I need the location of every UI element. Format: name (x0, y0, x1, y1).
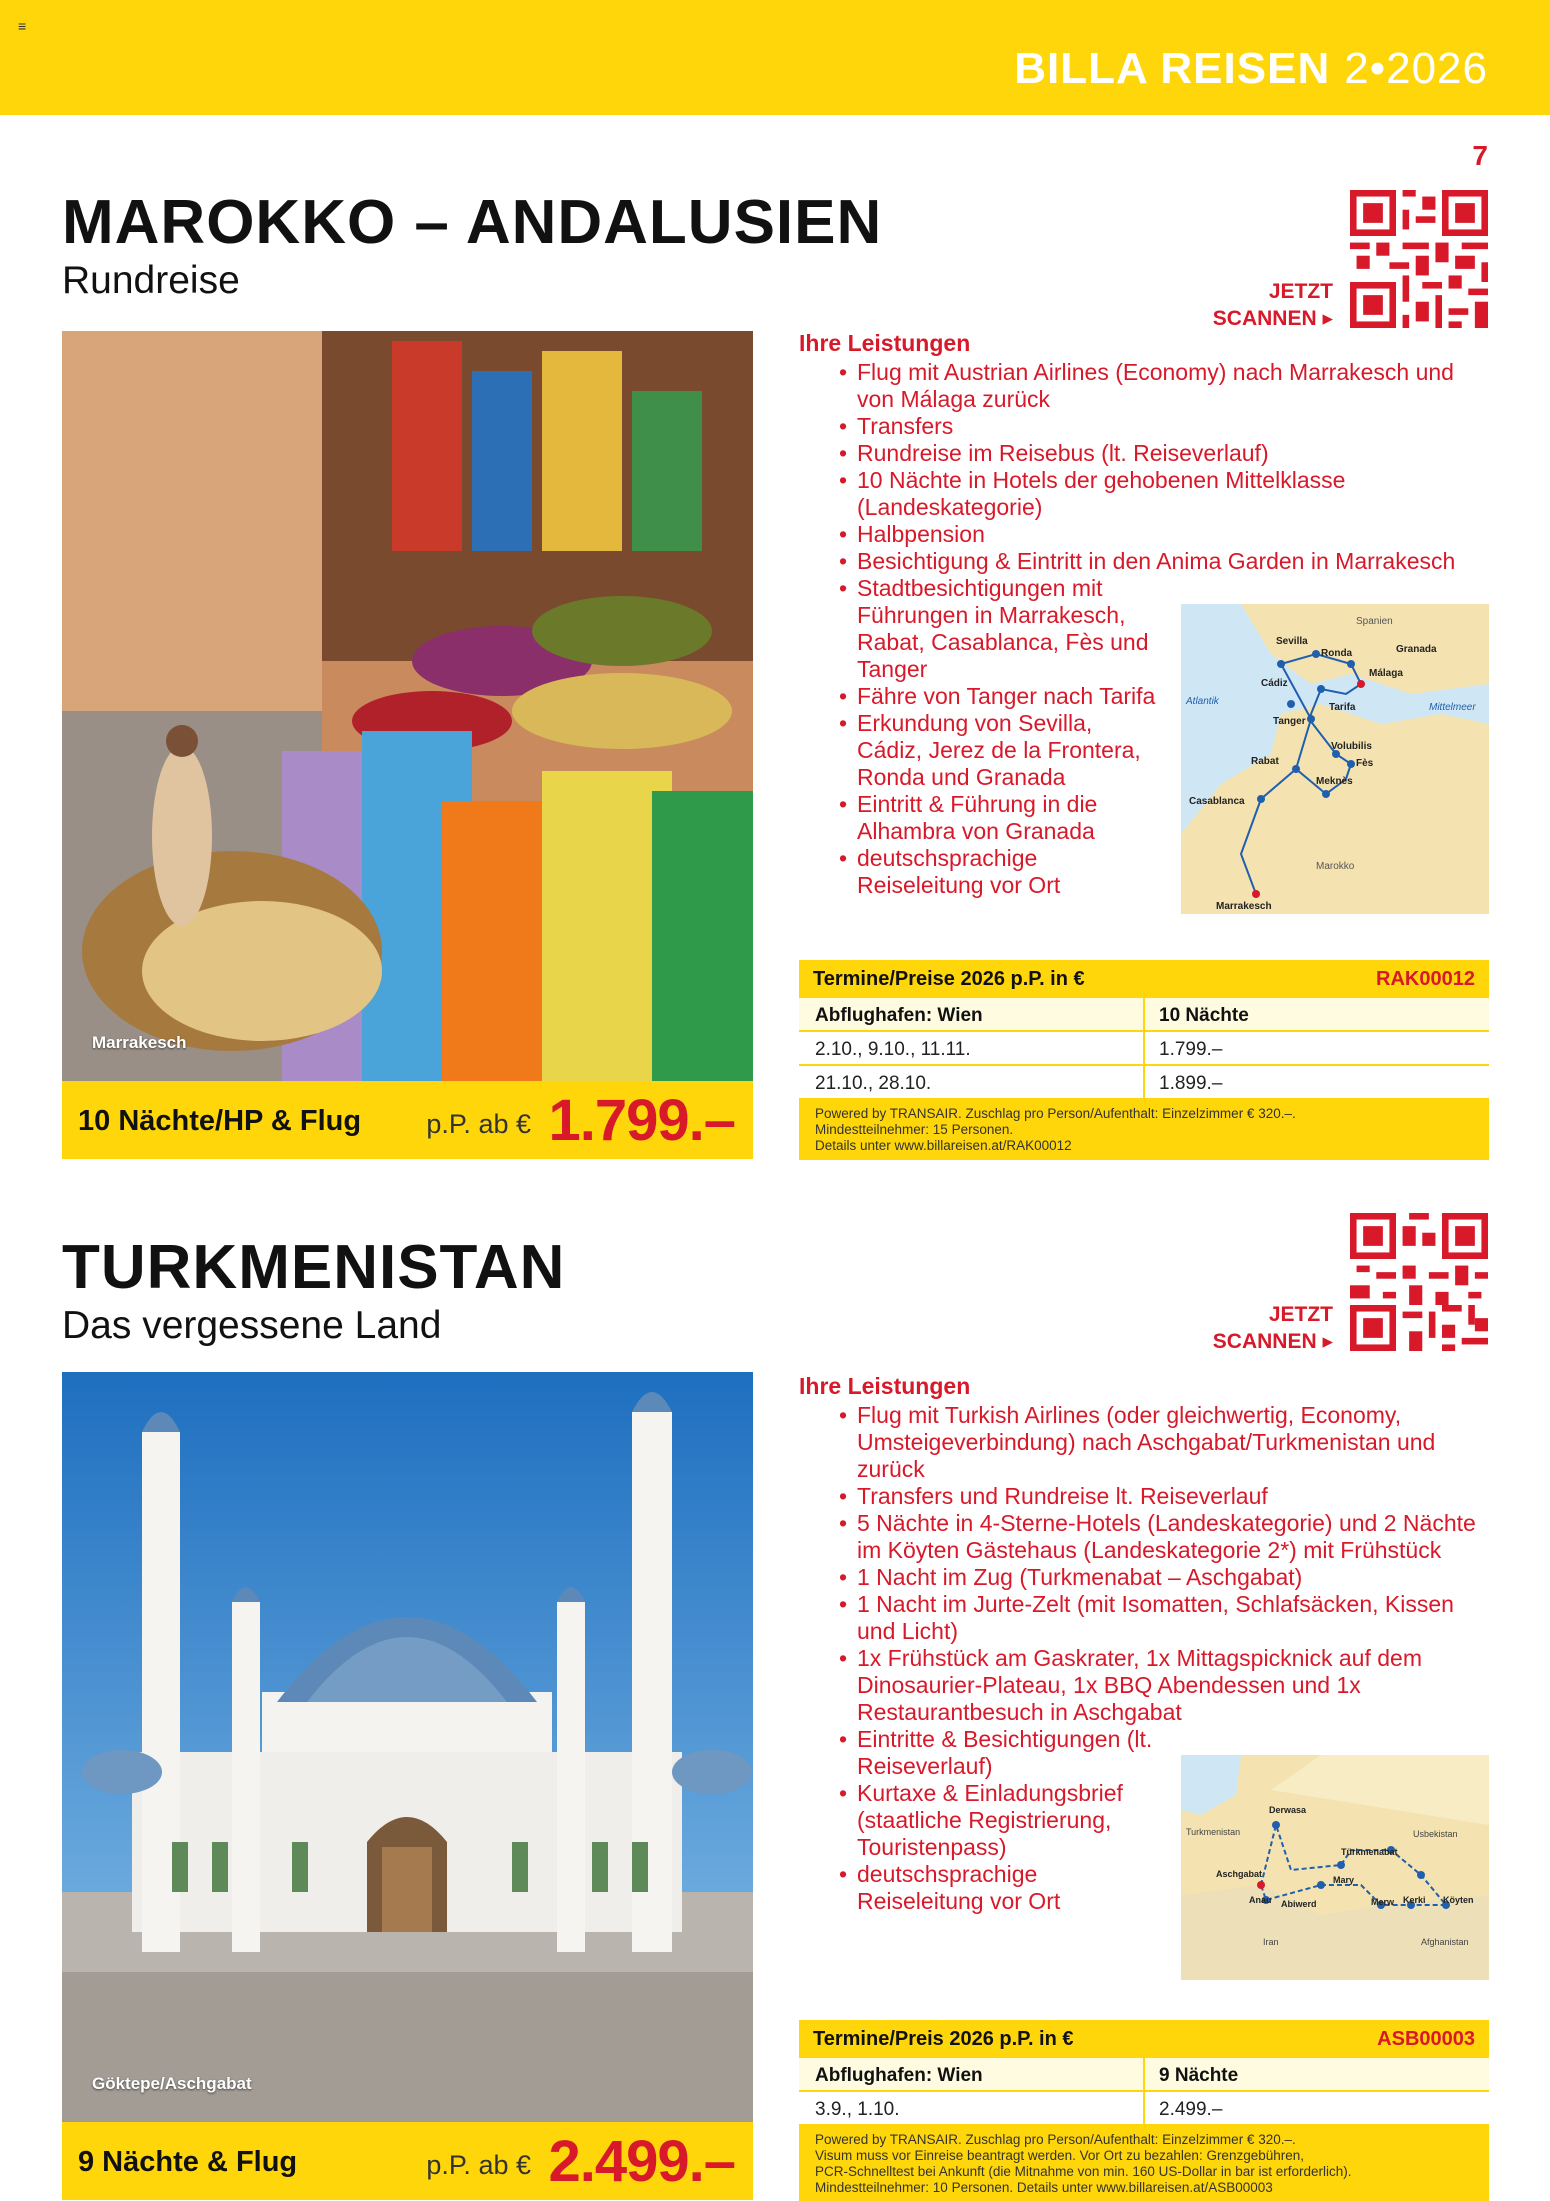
service-item: • Transfers und Rundreise lt. Reiseverlauf (837, 1483, 1489, 1510)
map-label: Abiwerd (1281, 1899, 1317, 1909)
note-line: Mindestteilnehmer: 15 Personen. (815, 1122, 1014, 1137)
service-item: • Rundreise im Reisebus (lt. Reiseverlauf) (837, 440, 1489, 467)
service-item: • deutschsprachige Reiseleitung vor Ort (837, 845, 1157, 899)
map-label: Anau (1249, 1895, 1272, 1905)
map-label: Usbekistan (1413, 1829, 1458, 1839)
scan-line1: JETZT (1268, 1303, 1333, 1326)
row-price: 2.499.– (1159, 2099, 1223, 2120)
map-label: Atlantik (1186, 696, 1219, 707)
map-label: Málaga (1369, 668, 1403, 679)
offer-title: TURKMENISTAN (62, 1233, 566, 1302)
scan-label[interactable] (1213, 1301, 1333, 1356)
map-label: Afghanistan (1421, 1937, 1469, 1947)
map-label: Mary (1333, 1875, 1355, 1885)
col-nights: 10 Nächte (1159, 1005, 1249, 1026)
map-label: Tanger (1273, 716, 1306, 727)
qr-code-icon[interactable] (1350, 1213, 1488, 1351)
table-column-headers (799, 2058, 1489, 2092)
service-item: • 1 Nacht im Jurte-Zelt (mit Isomatten, Schlafsäcken, Kissen und Licht) (837, 1591, 1489, 1645)
scan-label[interactable] (1213, 278, 1333, 333)
map-label: Fès (1356, 758, 1374, 769)
offer-subtitle: Rundreise (62, 259, 240, 303)
offer-code[interactable]: ASB00003 (1377, 2028, 1475, 2050)
service-item: • Transfers (837, 413, 1489, 440)
offer-title: MAROKKO – ANDALUSIEN (62, 188, 883, 257)
photo-marrakesch (62, 331, 753, 1081)
services-heading: Ihre Leistungen (799, 1373, 971, 1399)
page-number: 7 (1472, 140, 1488, 171)
service-item: • Besichtigung & Eintritt in den Anima Garden in Marrakesch (837, 548, 1489, 575)
table-notes (799, 2126, 1489, 2201)
mosque-illustration (62, 1372, 753, 2122)
map-label: Volubilis (1331, 741, 1372, 752)
map-label: Meknès (1316, 776, 1353, 787)
map-label: Cádiz (1261, 678, 1288, 689)
price-label: 10 Nächte/HP & Flug (78, 1105, 362, 1137)
table-title: Termine/Preise 2026 p.P. in € (813, 968, 1085, 990)
table-row (799, 2092, 1489, 2126)
note-line: Powered by TRANSAIR. Zuschlag pro Person/Aufenthalt: Einzelzimmer € 320.–. (815, 2132, 1296, 2147)
table-column-headers (799, 998, 1489, 1032)
map-label: Köyten (1443, 1895, 1474, 1905)
brand-title (1014, 44, 1488, 94)
row-dates: 3.9., 1.10. (815, 2099, 900, 2120)
menu-icon[interactable]: ≡ (18, 18, 27, 34)
table-header (799, 960, 1489, 998)
map-label: Spanien (1356, 616, 1393, 627)
map-label: Tarifa (1329, 702, 1356, 713)
service-item: • 1x Frühstück am Gaskrater, 1x Mittagspicknick auf dem Dinosaurier-Plateau, 1x BBQ Abendessen und 1x Restaurantbesuch in Aschgabat (837, 1645, 1489, 1726)
offer-subtitle: Das vergessene Land (62, 1304, 442, 1348)
service-item: • Kurtaxe & Einladungsbrief (staatliche Registrierung, Touristenpass) (837, 1780, 1157, 1861)
service-item: • 5 Nächte in 4-Sterne-Hotels (Landeskategorie) und 2 Nächte im Köyten Gästehaus (Landeskategorie 2*) mit Frühstück (837, 1510, 1489, 1564)
scan-line1: JETZT (1268, 280, 1333, 303)
qr-scan-block[interactable] (1188, 1213, 1488, 1363)
note-line: Visum muss vor Einreise beantragt werden. Vor Ort zu bezahlen: Grenzgebühren, (815, 2148, 1305, 2163)
qr-code-icon[interactable] (1350, 190, 1488, 328)
service-item: • Fähre von Tanger nach Tarifa (837, 683, 1157, 710)
header-bar (0, 0, 1550, 115)
service-item: • Halbpension (837, 521, 1489, 548)
table-header (799, 2020, 1489, 2058)
photo-goktepe (62, 1372, 753, 2122)
col-airport: Abflughafen: Wien (815, 1005, 983, 1026)
offer-code[interactable]: RAK00012 (1376, 968, 1475, 990)
price-amount: 2.499.– (548, 2129, 735, 2194)
map-label: Türkmenabat (1341, 1847, 1398, 1857)
map-label: Casablanca (1189, 796, 1245, 807)
service-item: • Eintritt & Führung in die Alhambra von Granada (837, 791, 1157, 845)
price-table (799, 960, 1489, 1160)
map-label: Rabat (1251, 756, 1279, 767)
service-item: • Flug mit Turkish Airlines (oder gleichwertig, Economy, Umsteigeverbindung) nach Aschgabat/Turkmenistan und zurück (837, 1402, 1489, 1483)
note-line[interactable]: Details unter www.billareisen.at/RAK00012 (815, 1138, 1072, 1153)
table-row (799, 1032, 1489, 1066)
offer-turkmenistan (62, 1235, 1488, 2201)
photo-caption: Göktepe/Aschgabat (92, 2074, 252, 2093)
price-amount: 1.799.– (548, 1088, 735, 1153)
col-airport: Abflughafen: Wien (815, 2065, 983, 2086)
price-table (799, 2020, 1489, 2201)
row-price: 1.799.– (1159, 1039, 1223, 1060)
issue-number: 2•2026 (1344, 44, 1488, 93)
map-label: Mittelmeer (1429, 702, 1476, 713)
note-line[interactable]: Mindestteilnehmer: 10 Personen. Details unter www.billareisen.at/ASB00003 (815, 2180, 1273, 2195)
map-label: Granada (1396, 644, 1437, 655)
map-label: Turkmenistan (1186, 1827, 1241, 1837)
service-item: • 10 Nächte in Hotels der gehobenen Mittelklasse (Landeskategorie) (837, 467, 1489, 521)
map-label: Derwasa (1269, 1805, 1307, 1815)
brand-name: BILLA REISEN (1014, 44, 1331, 93)
map-label: Marokko (1316, 861, 1355, 872)
offer-marokko (62, 190, 1488, 1190)
price-prefix: p.P. ab € (426, 1109, 531, 1139)
price-prefix: p.P. ab € (426, 2150, 531, 2180)
scan-line2: SCANNEN ▸ (1212, 1330, 1333, 1354)
price-strip (62, 2122, 753, 2200)
price-strip (62, 1081, 753, 1159)
map-label: Marrakesch (1216, 901, 1272, 912)
row-dates: 21.10., 28.10. (815, 1073, 932, 1094)
service-item: • deutschsprachige Reiseleitung vor Ort (837, 1861, 1157, 1915)
services-heading: Ihre Leistungen (799, 330, 971, 356)
service-item: • 1 Nacht im Zug (Turkmenabat – Aschgabat) (837, 1564, 1489, 1591)
map-label: Aschgabat (1216, 1869, 1263, 1879)
map-label: Kerki (1403, 1895, 1426, 1905)
scan-line2: SCANNEN ▸ (1212, 307, 1333, 331)
row-price: 1.899.– (1159, 1073, 1223, 1094)
photo-caption: Marrakesch (92, 1033, 187, 1052)
table-title: Termine/Preis 2026 p.P. in € (813, 2028, 1074, 2050)
souk-illustration (62, 331, 753, 1081)
table-row (799, 1066, 1489, 1100)
route-map-marokko (1181, 604, 1489, 914)
qr-scan-block[interactable] (1188, 190, 1488, 340)
map-label: Merw (1371, 1897, 1395, 1907)
row-dates: 2.10., 9.10., 11.11. (815, 1039, 971, 1060)
note-line: Powered by TRANSAIR. Zuschlag pro Person/Aufenthalt: Einzelzimmer € 320.–. (815, 1106, 1296, 1121)
service-item: • Eintritte & Besichtigungen (lt. Reiseverlauf) (837, 1726, 1157, 1780)
service-item: • Flug mit Austrian Airlines (Economy) nach Marrakesch und von Málaga zurück (837, 359, 1489, 413)
price-label: 9 Nächte & Flug (78, 2146, 298, 2178)
route-map-turkmenistan (1181, 1755, 1489, 1980)
map-label: Ronda (1321, 648, 1353, 659)
service-item: • Erkundung von Sevilla, Cádiz, Jerez de la Frontera, Ronda und Granada (837, 710, 1157, 791)
map-label: Iran (1263, 1937, 1279, 1947)
service-item: • Stadtbesichtigungen mit Führungen in Marrakesch, Rabat, Casablanca, Fès und Tanger (837, 575, 1157, 683)
col-nights: 9 Nächte (1159, 2065, 1239, 2086)
map-label: Sevilla (1276, 636, 1308, 647)
table-notes (799, 1100, 1489, 1160)
note-line: PCR-Schnelltest bei Ankunft (die Mitnahme von min. 160 US-Dollar in bar ist erforderlich). (815, 2164, 1352, 2179)
